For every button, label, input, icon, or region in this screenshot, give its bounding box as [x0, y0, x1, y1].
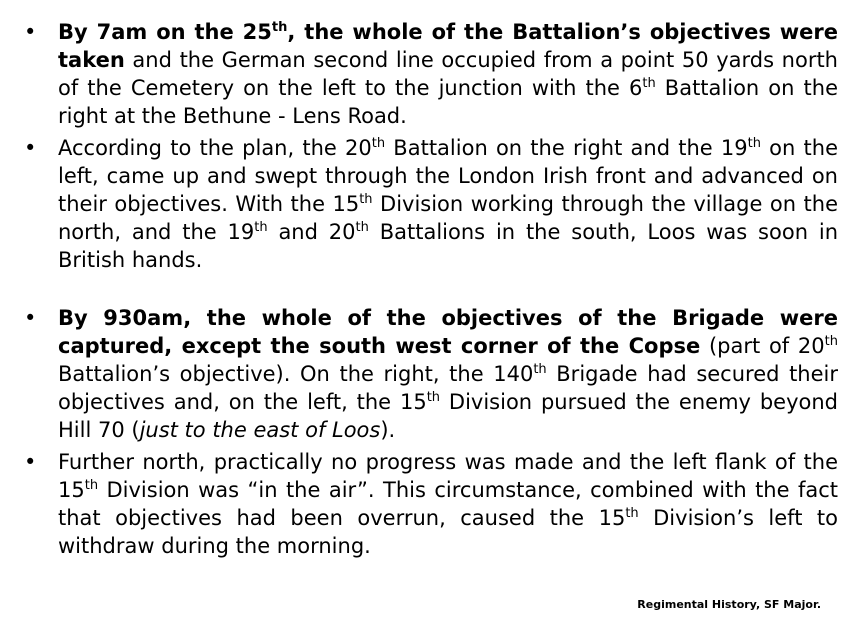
body-text: Battalion’s objective). On the right, the 140: [58, 362, 534, 386]
body-text: ).: [380, 418, 396, 442]
bullet-marker: •: [24, 306, 37, 330]
ordinal-superscript: th: [824, 334, 839, 349]
bold-text: , the whole of the Battalion’s objectives were taken: [58, 20, 838, 72]
italic-text: just to the east of Loos: [139, 418, 381, 442]
body-text: Division’s left to withdraw during the morning.: [58, 506, 839, 558]
ordinal-superscript: th: [371, 136, 386, 151]
bullet-item: [24, 18, 838, 130]
bullet-item: [24, 448, 838, 560]
ordinal-superscript: th: [747, 136, 761, 151]
body-text: and the German second line occupied from a point 50 yards north of the Cemetery on the left to the junction with the 6: [58, 48, 838, 100]
body-text: Battalion on the right at the Bethune - Lens Road.: [58, 76, 838, 128]
bullet-item: [24, 134, 838, 274]
bold-text: By 930am, the whole of the objectives of the Brigade were captured, except the south west corner of the Copse: [58, 306, 838, 358]
ordinal-superscript: th: [426, 390, 441, 405]
body-text: Division pursued the enemy beyond Hill 70 (: [58, 390, 838, 442]
body-text: According to the plan, the 20: [58, 136, 372, 160]
ordinal-superscript: th: [625, 506, 639, 521]
bullet-item: [24, 304, 838, 444]
ordinal-superscript: th: [359, 192, 373, 207]
ordinal-superscript: th: [642, 76, 656, 91]
body-text: and 20: [267, 220, 356, 244]
body-text: Division was “in the air”. This circumstance, combined with the fact that objectives had been overrun, caused the 15: [58, 478, 838, 530]
ordinal-superscript: th: [533, 362, 547, 377]
ordinal-superscript: th: [271, 20, 288, 35]
body-text: Brigade had secured their objectives and, on the left, the 15: [58, 362, 839, 414]
bullet-list: [24, 18, 838, 564]
body-text: on the left, came up and swept through the London Irish front and advanced on their objectives. With the 15: [58, 136, 838, 216]
body-text: Division working through the village on the north, and the 19: [58, 192, 838, 244]
ordinal-superscript: th: [355, 220, 369, 235]
bullet-marker: •: [24, 136, 37, 160]
bold-text: By 7am on the 25: [58, 20, 272, 44]
body-text: Battalions in the south, Loos was soon in British hands.: [58, 220, 838, 272]
ordinal-superscript: th: [84, 478, 99, 493]
body-text: Further north, practically no progress was made and the left flank of the 15: [58, 450, 838, 502]
body-text: (part of 20: [700, 334, 825, 358]
body-text: Battalion on the right and the 19: [385, 136, 748, 160]
bullet-marker: •: [24, 20, 37, 44]
bullet-marker: •: [24, 450, 37, 474]
ordinal-superscript: th: [254, 220, 268, 235]
source-citation: Regimental History, SF Major.: [637, 598, 821, 611]
